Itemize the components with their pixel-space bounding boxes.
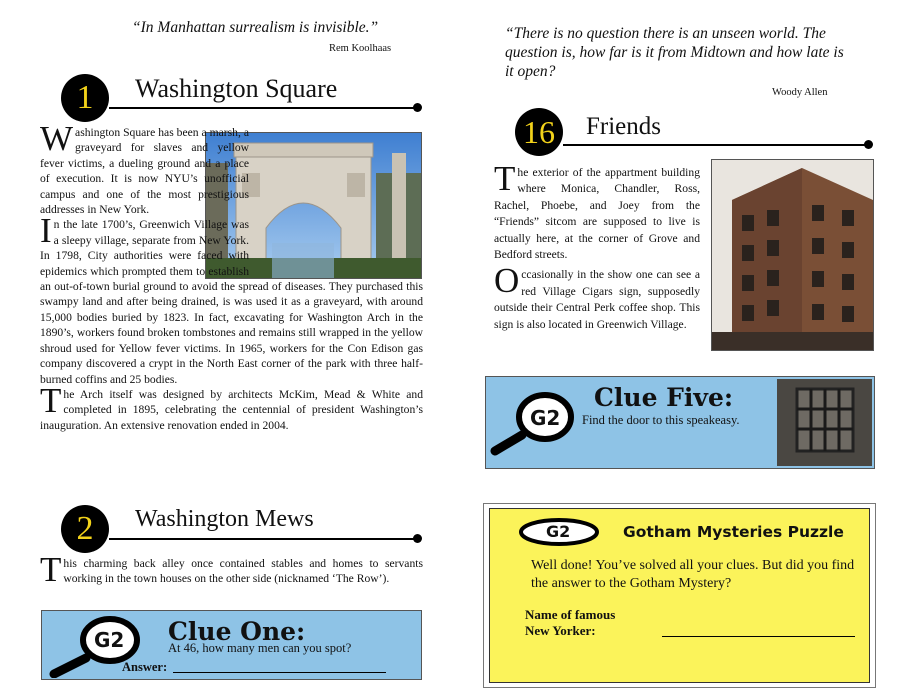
rule-end-dot: [413, 103, 422, 112]
section16-text: [494, 159, 700, 333]
clue-one-box: [41, 610, 422, 680]
section-rule: [109, 107, 417, 109]
section16-paragraph-1: The exterior of the appartment building where Monica, Chandler, Ross, Rachel, Phoebe, and Joey from the “Friends” sitcom are supposed to live is actually here, at the corner of Grove and Bedford streets.: [494, 159, 700, 262]
clue-five-box: [485, 376, 875, 469]
g2-logo-text: G2: [546, 522, 571, 541]
clue-one-answer-label: Answer:: [122, 660, 168, 674]
puzzle-answer-label-line1: Name of famous: [525, 607, 616, 622]
section1-paragraph-3: The Arch itself was designed by architects McKim, Mead & White and completed in 1895, celebrating the centennial of president Washington’s inauguration. An extensive renovation ended in 2004.: [40, 380, 423, 432]
section16-paragraph-2: Occasionally in the show one can see a red Village Cigars sign, supposedly outside their Central Perk coffee shop. This sign is also located in Greenwich Village.: [494, 261, 700, 331]
section2-paragraph-1: This charming back alley once contained stables and homes to servants working in the town houses on the other side (nicknamed ‘The Row’).: [40, 550, 423, 589]
quote-author-koolhaas: Rem Koolhaas: [329, 43, 392, 54]
puzzle-title: Gotham Mysteries Puzzle: [623, 523, 844, 541]
clue-one-question: At 46, how many men can you spot?: [168, 641, 352, 655]
section-rule: [109, 538, 417, 540]
g2-logo-text: G2: [94, 628, 125, 652]
section2-text: [40, 550, 423, 589]
clue-five-title: Clue Five:: [594, 383, 734, 412]
quote-koolhaas: “In Manhattan surrealism is invisible.”: [132, 19, 379, 36]
section1-paragraph-1: Washington Square has been a marsh, a graveyard for slaves and yellow fever victims, a dueling ground and a place of execution. It is now NYU’s unofficial campus and one of the most prestigious addresses in New York.: [40, 119, 249, 217]
dropcap: O: [494, 261, 520, 301]
dropcap: T: [40, 380, 62, 420]
puzzle-answer-field[interactable]: [662, 636, 855, 637]
clue-five-question: Find the door to this speakeasy.: [582, 413, 740, 427]
section-number-2: 2: [61, 505, 109, 553]
clue-one-answer-field[interactable]: [173, 672, 386, 673]
friends-building-photo: [711, 159, 874, 351]
speakeasy-door-photo: [777, 379, 872, 466]
puzzle-frame: [483, 503, 876, 688]
g2-logo-text: G2: [530, 406, 561, 430]
section-title-washington-square: Washington Square: [135, 74, 338, 103]
dropcap: T: [494, 159, 516, 198]
puzzle-text: Well done! You’ve solved all your clues. But did you find the answer to the Gotham Mystery?: [531, 558, 855, 591]
rule-end-dot: [413, 534, 422, 543]
quote-woody-allen: “There is no question there is an unseen world. The question is, how far is it from Midtown and how late is it open?: [505, 25, 844, 80]
rule-end-dot: [864, 140, 873, 149]
gotham-mysteries-puzzle-box: [489, 508, 870, 683]
section-number-16: 16: [515, 108, 563, 156]
dropcap: I: [40, 211, 52, 251]
dropcap: W: [40, 119, 74, 158]
puzzle-answer-label-line2: New Yorker:: [525, 623, 596, 638]
section-title-washington-mews: Washington Mews: [135, 506, 314, 532]
quote-author-woody-allen: Woody Allen: [772, 87, 828, 98]
section-number-1: 1: [61, 74, 109, 122]
section-rule: [563, 144, 868, 146]
section1-text: [40, 119, 423, 433]
section-title-friends: Friends: [586, 113, 661, 140]
section1-paragraph-2: In the late 1700’s, Greenwich Village was a sleepy village, separate from New York. In 1798, City authorities were faced with epidemics which prompted them to establish an out-of-town burial ground to avoid the spread of diseases. They purchased this swampy land and after being drained, is was used it as a graveyard, with around 15,000 bodies buried by 1823. In fact, excavating for Washington Arch in the 1890’s, workers found broken tombstones and remains still wrapped in the yellow shroud used for Yellow fever victims. In 1965, workers for the Con Edison gas company discovered a crypt in the North East corner of the park with three half-burned coffins and 25 bodies.: [40, 211, 423, 386]
clue-one-title: Clue One:: [168, 617, 306, 646]
dropcap: T: [40, 550, 62, 589]
